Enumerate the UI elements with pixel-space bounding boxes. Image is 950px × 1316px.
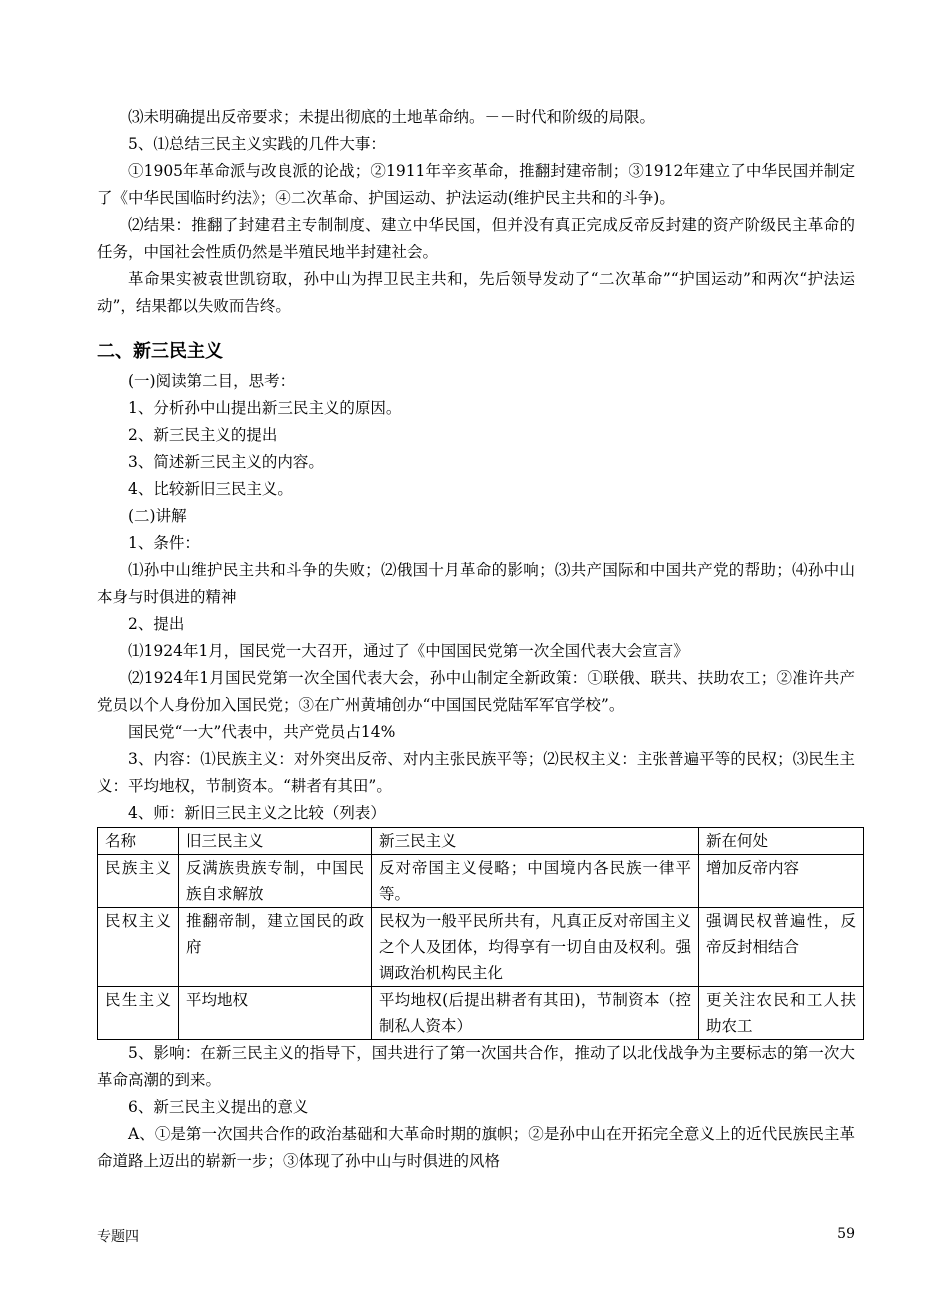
paragraph-proposal-heading: 2、提出 bbox=[128, 615, 185, 633]
table-cell: 民权为一般平民所共有，凡真正反对帝国主义之个人及团体，均得享有一切自由及权利。强调政治机构民主化 bbox=[372, 908, 699, 987]
paragraph-proposal-1: ⑴1924年1月，国民党一大召开，通过了《中国国民党第一次全国代表大会宣言》 bbox=[128, 642, 689, 660]
table-row bbox=[98, 855, 864, 908]
table-cell: 民族主义 bbox=[98, 855, 179, 908]
paragraph-result: ⑵结果：推翻了封建君主专制制度、建立中华民国，但并没有真正完成反帝反封建的资产阶级民主革命的任务，中国社会性质仍然是半殖民地半封建社会。 bbox=[97, 216, 855, 261]
paragraph-content: 3、内容：⑴民族主义：对外突出反帝、对内主张民族平等；⑵民权主义：主张普遍平等的民权；⑶民生主义：平均地权，节制资本。“耕者有其田”。 bbox=[97, 750, 855, 795]
paragraph-conditions-heading: 1、条件： bbox=[128, 534, 200, 552]
table-cell: 反满族贵族专制，中国民族自求解放 bbox=[179, 855, 372, 908]
table-cell: 反对帝国主义侵略；中国境内各民族一律平等。 bbox=[372, 855, 699, 908]
question-3: 3、简述新三民主义的内容。 bbox=[128, 453, 324, 471]
table-cell: 平均地权 bbox=[179, 987, 372, 1040]
paragraph-yuan-shikai: 革命果实被袁世凯窃取，孙中山为捍卫民主共和，先后领导发动了“二次革命”“护国运动”和两次“护法运动”，结果都以失败而告终。 bbox=[97, 270, 855, 315]
paragraph-events: ①1905年革命派与改良派的论战；②1911年辛亥革命，推翻封建帝制；③1912年建立了中华民国并制定了《中华民国临时约法》；④二次革命、护国运动、护法运动(维护民主共和的斗争)。 bbox=[97, 162, 855, 207]
paragraph-significance: A、①是第一次国共合作的政治基础和大革命时期的旗帜；②是孙中山在开拓完全意义上的近代民族民主革命道路上迈出的崭新一步；③体现了孙中山与时俱进的风格 bbox=[97, 1125, 855, 1170]
header-cell-name: 名称 bbox=[98, 828, 179, 855]
table-cell: 民权主义 bbox=[98, 908, 179, 987]
paragraph-conditions: ⑴孙中山维护民主共和斗争的失败；⑵俄国十月革命的影响；⑶共产国际和中国共产党的帮助；⑷孙中山本身与时俱进的精神 bbox=[97, 561, 855, 606]
table-header-row bbox=[98, 828, 864, 855]
header-cell-diff: 新在何处 bbox=[699, 828, 864, 855]
table-cell: 增加反帝内容 bbox=[699, 855, 864, 908]
comparison-table bbox=[97, 827, 864, 1040]
question-4: 4、比较新旧三民主义。 bbox=[128, 480, 293, 498]
paragraph-delegates: 国民党“一大”代表中，共产党员占14% bbox=[128, 723, 396, 741]
header-cell-old: 旧三民主义 bbox=[179, 828, 372, 855]
question-2: 2、新三民主义的提出 bbox=[128, 426, 278, 444]
question-1: 1、分析孙中山提出新三民主义的原因。 bbox=[128, 399, 402, 417]
table-cell: 平均地权(后提出耕者有其田)，节制资本（控制私人资本） bbox=[372, 987, 699, 1040]
paragraph-proposal-2: ⑵1924年1月国民党第一次全国代表大会，孙中山制定全新政策：①联俄、联共、扶助农工；②准许共产党员以个人身份加入国民党；③在广州黄埔创办“中国国民党陆军军官学校”。 bbox=[97, 669, 855, 714]
paragraph-explanation: (二)讲解 bbox=[128, 507, 187, 525]
page-number: 59 bbox=[837, 1226, 855, 1242]
header-cell-new: 新三民主义 bbox=[372, 828, 699, 855]
table-cell: 强调民权普遍性，反帝反封相结合 bbox=[699, 908, 864, 987]
paragraph-comparison-heading: 4、师：新旧三民主义之比较（列表） bbox=[128, 804, 386, 822]
page-content bbox=[97, 104, 855, 1175]
table-row bbox=[98, 987, 864, 1040]
table-cell: 推翻帝制，建立国民的政府 bbox=[179, 908, 372, 987]
paragraph-influence: 5、影响：在新三民主义的指导下，国共进行了第一次国共合作，推动了以北伐战争为主要标志的第一次大革命高潮的到来。 bbox=[97, 1044, 855, 1089]
section-heading-new-three-principles: 二、新三民主义 bbox=[97, 341, 223, 362]
table-row bbox=[98, 908, 864, 987]
paragraph-summary-heading: 5、⑴总结三民主义实践的几件大事： bbox=[128, 135, 386, 153]
footer-topic-label: 专题四 bbox=[97, 1229, 139, 1245]
paragraph-limitation: ⑶未明确提出反帝要求；未提出彻底的土地革命纳。－－时代和阶级的局限。 bbox=[128, 108, 656, 126]
table-cell: 民生主义 bbox=[98, 987, 179, 1040]
paragraph-significance-heading: 6、新三民主义提出的意义 bbox=[128, 1098, 309, 1116]
paragraph-read-think: (一)阅读第二目，思考： bbox=[128, 372, 296, 390]
table-cell: 更关注农民和工人扶助农工 bbox=[699, 987, 864, 1040]
